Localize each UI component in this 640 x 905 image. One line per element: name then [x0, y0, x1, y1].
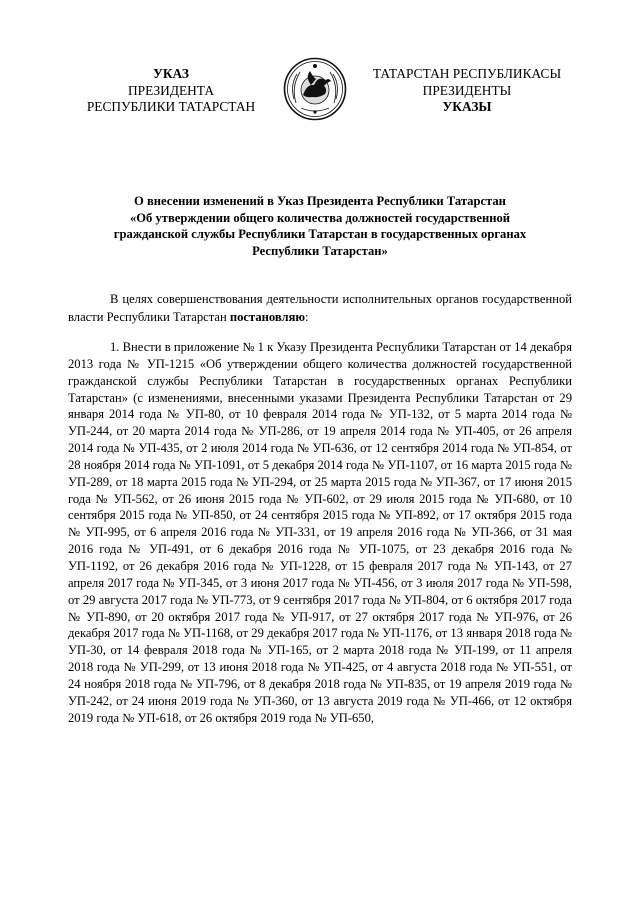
- coat-of-arms-icon: [283, 57, 347, 121]
- document-title: [72, 193, 568, 259]
- title-line: гражданской службы Республики Татарстан в государственных органах: [113, 227, 527, 241]
- header-left-line3: РЕСПУБЛИКИ ТАТАРСТАН: [86, 99, 256, 114]
- preamble-colon: :: [305, 309, 309, 324]
- title-line: Республики Татарстан»: [252, 243, 388, 258]
- header-left: [60, 66, 282, 116]
- preamble-paragraph: [68, 291, 572, 326]
- decree-word: постановляю: [229, 309, 306, 324]
- header-left-line1: УКАЗ: [153, 66, 189, 81]
- clause-1-paragraph: 1. Внести в приложение № 1 к Указу Президента Республики Татарстан от 14 декабря 2013 года № УП-1215 «Об утверждении общего количества должностей государственной гражданской службы Республики Татарстан в государственных органах Республики Татарстан» (с изменениями, внесенными указами Президента Республики Татарстан от 29 января 2014 года № УП-80, от 10 февраля 2014 года № УП-132, от 5 марта 2014 года № УП-244, от 20 марта 2014 года № УП-286, от 19 апреля 2014 года № УП-405, от 26 апреля 2014 года № УП-435, от 2 июля 2014 года № УП-636, от 12 сентября 2014 года № УП-854, от 28 ноября 2014 года № УП-1091, от 5 декабря 2014 года № УП-1107, от 16 марта 2015 года № УП-289, от 18 марта 2015 года № УП-294, от 25 марта 2015 года № УП-367, от 17 июня 2015 года № УП-562, от 26 июня 2015 года № УП-602, от 29 июля 2015 года № УП-680, от 10 сентября 2015 года № УП-850, от 24 сентября 2015 года № УП-892, от 17 октября 2015 года № УП-995, от 6 апреля 2016 года № УП-331, от 19 апреля 2016 года № УП-366, от 31 мая 2016 года № УП-491, от 6 декабря 2016 года № УП-1075, от 23 декабря 2016 года № УП-1192, от 26 декабря 2016 года № УП-1228, от 15 февраля 2017 года № УП-143, от 27 апреля 2017 года № УП-345, от 3 июня 2017 года № УП-456, от 3 июля 2017 года № УП-598, от 29 августа 2017 года № УП-773, от 9 сентября 2017 года № УП-804, от 6 октября 2017 года № УП-890, от 20 октября 2017 года № УП-917, от 27 октября 2017 года № УП-976, от 26 декабря 2017 года № УП-1168, от 29 декабря 2017 года № УП-1176, от 13 января 2018 года № УП-30, от 14 февраля 2018 года № УП-165, от 2 марта 2018 года № УП-199, от 11 апреля 2018 года № УП-299, от 13 июня 2018 года № УП-425, от 4 августа 2018 года № УП-551, от 24 ноября 2018 года № УП-796, от 8 декабря 2018 года № УП-835, от 19 апреля 2019 года № УП-242, от 24 июня 2019 года № УП-360, от 13 августа 2019 года № УП-466, от 12 октября 2019 года № УП-618, от 26 октября 2019 года № УП-650,: [68, 340, 572, 725]
- header-right-line2: ПРЕЗИДЕНТЫ: [422, 82, 512, 98]
- header-right: [350, 66, 584, 116]
- title-line: «Об утверждении общего количества должностей государственной: [129, 210, 511, 225]
- header-right-line1: ТАТАРСТАН РЕСПУБЛИКАСЫ: [372, 66, 562, 81]
- header-left-line2: ПРЕЗИДЕНТА: [127, 82, 214, 98]
- preamble-text: В целях совершенствования деятельности исполнительных органов государственной власти Республики Татарстан: [68, 292, 572, 324]
- header-right-line3: УКАЗЫ: [442, 99, 492, 114]
- title-line: О внесении изменений в Указ Президента Республики Татарстан: [134, 194, 506, 208]
